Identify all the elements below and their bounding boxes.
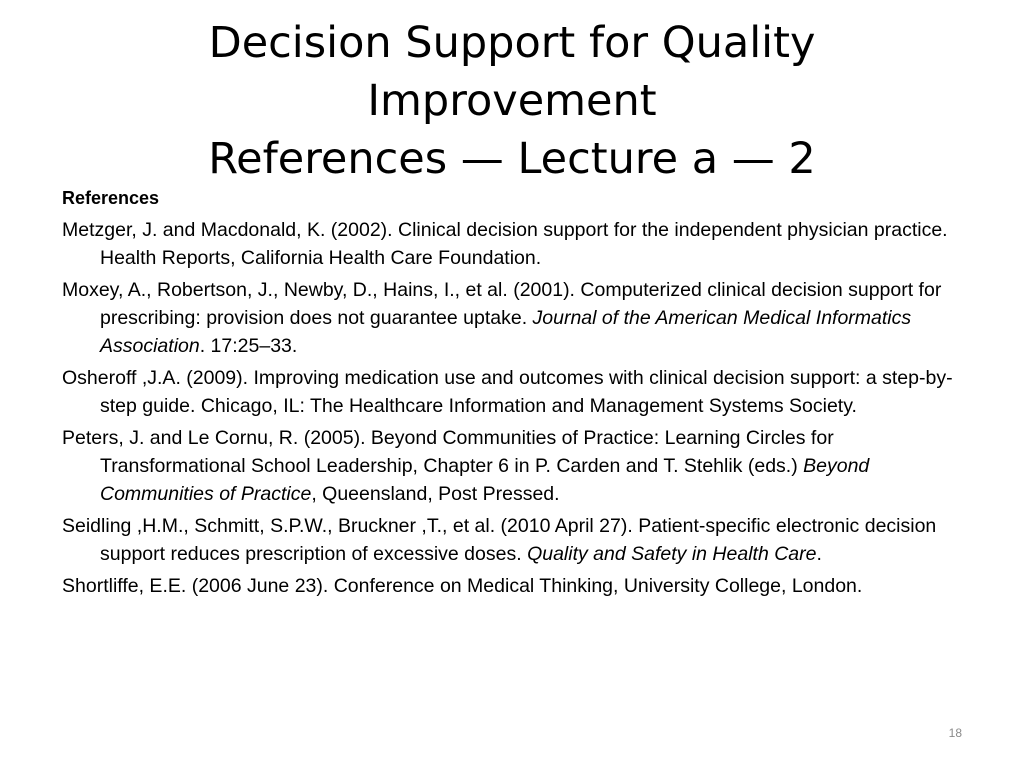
- title-line-2: Improvement: [367, 76, 657, 126]
- reference-item: [62, 216, 982, 272]
- reference-tail: , Queensland, Post Pressed.: [311, 483, 560, 505]
- reference-item: [62, 572, 982, 600]
- reference-italic: Quality and Safety in Health Care: [527, 543, 817, 565]
- reference-item: [62, 276, 982, 360]
- reference-italic: Beyond Communities of Practice: [100, 455, 870, 505]
- reference-item: [62, 512, 982, 568]
- page-number: 18: [948, 726, 962, 740]
- reference-item: [62, 424, 982, 508]
- reference-italic: Journal of the American Medical Informatics Association: [100, 307, 912, 357]
- reference-text: Metzger, J. and Macdonald, K. (2002). Clinical decision support for the independent physician practice. Health Reports, California Health Care Foundation.: [62, 219, 948, 269]
- reference-text: Moxey, A., Robertson, J., Newby, D., Hains, I., et al. (2001). Computerized clinical decision support for prescribing: provision does not guarantee uptake.: [62, 279, 942, 329]
- reference-item: [62, 364, 982, 420]
- reference-text: Shortliffe, E.E. (2006 June 23). Conference on Medical Thinking, University College, London.: [62, 575, 863, 597]
- slide-title: [0, 14, 1024, 188]
- reference-text: Peters, J. and Le Cornu, R. (2005). Beyond Communities of Practice: Learning Circles for Transformational School Leadership, Chapter 6 in P. Carden and T. Stehlik (eds.): [62, 427, 834, 477]
- references-body: [62, 184, 982, 604]
- reference-tail: .: [816, 543, 822, 565]
- references-heading: References: [62, 188, 160, 208]
- title-line-1: Decision Support for Quality: [208, 18, 816, 68]
- reference-tail: . 17:25–33.: [199, 335, 298, 357]
- reference-text: Seidling ,H.M., Schmitt, S.P.W., Bruckner ,T., et al. (2010 April 27). Patient-specific electronic decision support reduces prescription of excessive doses.: [62, 515, 937, 565]
- reference-text: Osheroff ,J.A. (2009). Improving medication use and outcomes with clinical decision support: a step-by-step guide. Chicago, IL: The Healthcare Information and Management Systems Society.: [62, 367, 953, 417]
- title-line-3: References — Lecture a — 2: [208, 134, 816, 184]
